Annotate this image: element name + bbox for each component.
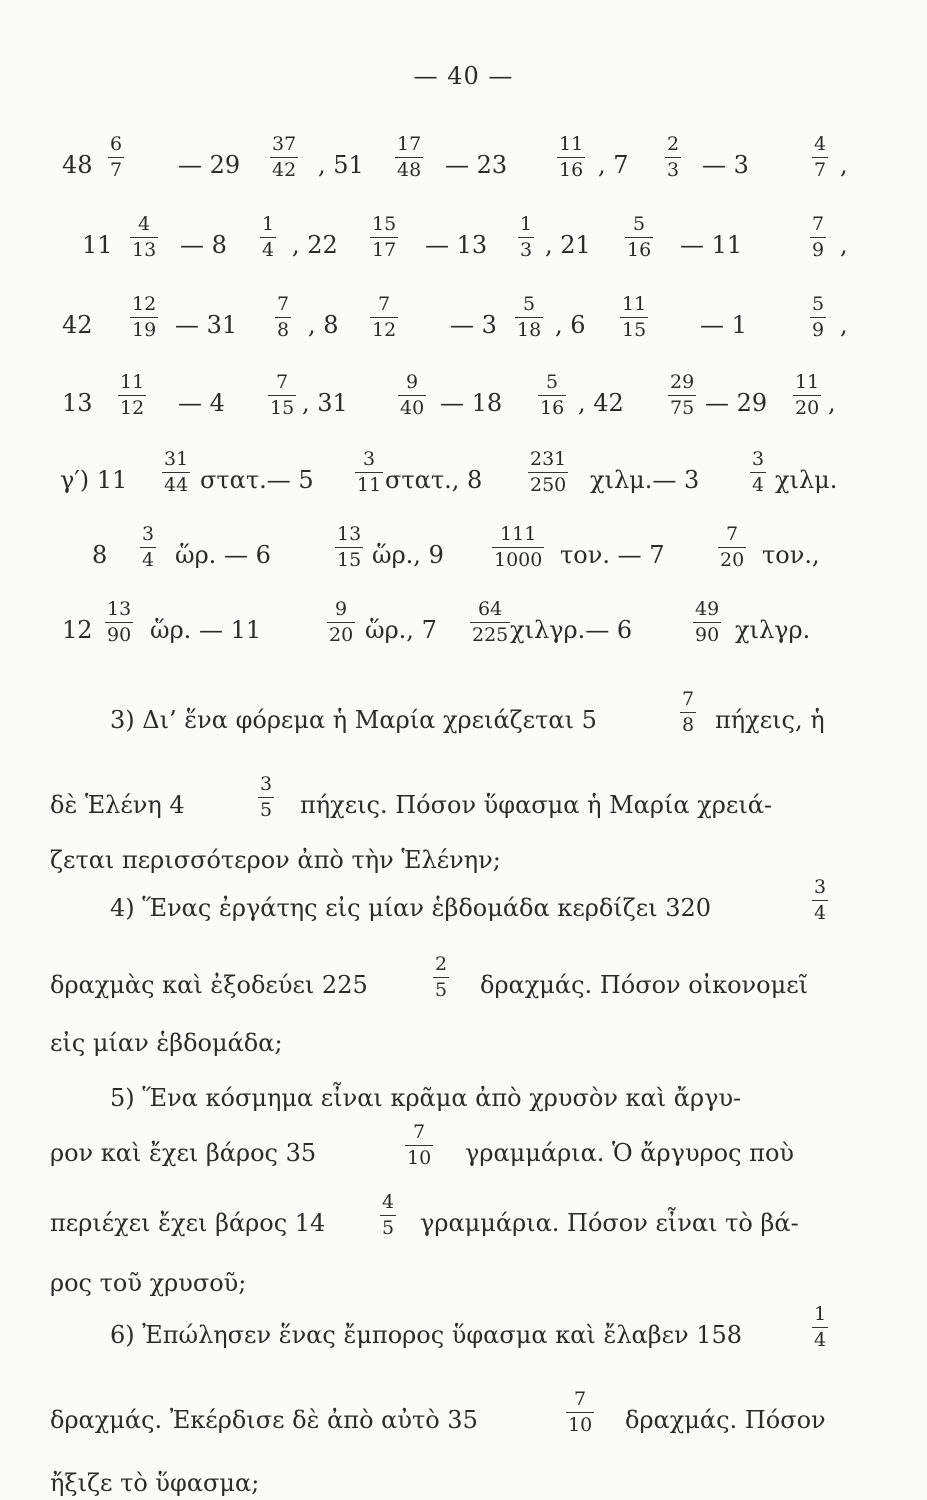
denominator: 7 — [110, 159, 123, 181]
fraction — [680, 690, 696, 735]
numerator: 7 — [682, 688, 695, 710]
fraction — [370, 215, 398, 260]
expression-text: , 6 — [555, 311, 586, 339]
fraction — [566, 1390, 594, 1435]
numerator: 31 — [164, 448, 189, 470]
numerator: 7 — [277, 293, 290, 315]
fraction — [130, 215, 158, 260]
denominator: 225 — [472, 624, 509, 646]
fraction — [812, 1305, 828, 1350]
numerator: 11 — [120, 371, 145, 393]
fraction — [518, 215, 534, 260]
numerator: 111 — [500, 523, 537, 545]
expression-text: ὥρ. — 11 — [150, 616, 262, 644]
numerator: 5 — [546, 371, 559, 393]
fraction — [268, 373, 296, 418]
expression-text: τον., — [762, 541, 820, 569]
fraction — [130, 295, 158, 340]
numerator: 4 — [382, 1191, 395, 1213]
numerator: 4 — [138, 213, 151, 235]
whole-number: 13 — [62, 389, 93, 417]
fraction — [750, 450, 766, 495]
fraction — [812, 878, 828, 923]
denominator: 5 — [260, 799, 273, 821]
numerator: 9 — [406, 371, 419, 393]
numerator: 17 — [397, 133, 422, 155]
expression-text: χιλμ.— 3 — [590, 466, 700, 494]
denominator: 11 — [357, 474, 382, 496]
fraction — [260, 215, 276, 260]
fraction — [718, 525, 746, 570]
fraction — [810, 215, 826, 260]
expression-text: ὥρ., 7 — [365, 616, 437, 644]
problem-text: γραμμάρια. Πόσον εἶναι τὸ βά- — [420, 1209, 799, 1237]
fraction — [515, 295, 543, 340]
numerator: 1 — [262, 213, 275, 235]
numerator: 7 — [413, 1121, 426, 1143]
denominator: 5 — [435, 979, 448, 1001]
fraction — [108, 135, 124, 180]
problem-text: 6) Ἐπώλησεν ἕνας ἔμπορος ὕφασμα καὶ ἔλαβεν 158 — [110, 1321, 743, 1349]
expression-text: , 42 — [578, 389, 624, 417]
expression-text: , 22 — [292, 231, 338, 259]
denominator: 250 — [530, 474, 567, 496]
fraction — [335, 525, 363, 570]
fraction — [793, 373, 821, 418]
expression-text: — 4 — [178, 389, 225, 417]
numerator: 11 — [795, 371, 820, 393]
fraction — [275, 295, 291, 340]
fraction — [105, 600, 133, 645]
expression-text: χιλγρ.— 6 — [510, 616, 633, 644]
problem-text: πήχεις. Πόσον ὕφασμα ἡ Μαρία χρειά- — [300, 791, 773, 819]
denominator: 16 — [559, 159, 584, 181]
fraction — [162, 450, 190, 495]
expression-text: — 3 — [702, 151, 749, 179]
numerator: 7 — [574, 1388, 587, 1410]
whole-number: 42 — [62, 311, 93, 339]
fraction — [538, 373, 566, 418]
expression-text: , — [840, 231, 848, 259]
expression-text: χιλγρ. — [735, 616, 811, 644]
numerator: 15 — [372, 213, 397, 235]
denominator: 10 — [568, 1414, 593, 1436]
denominator: 16 — [627, 239, 652, 261]
fraction — [470, 600, 510, 645]
whole-number: 48 — [62, 151, 93, 179]
numerator: 231 — [530, 448, 567, 470]
expression-text: — 31 — [175, 311, 238, 339]
expression-text: — 1 — [700, 311, 747, 339]
denominator: 90 — [107, 624, 132, 646]
expression-text: , 8 — [308, 311, 339, 339]
numerator: 13 — [337, 523, 362, 545]
fraction — [810, 295, 826, 340]
numerator: 64 — [478, 598, 503, 620]
denominator: 4 — [752, 474, 765, 496]
denominator: 8 — [277, 319, 290, 341]
numerator: 3 — [752, 448, 765, 470]
expression-text: , 31 — [302, 389, 348, 417]
whole-number: 11 — [82, 231, 113, 259]
fraction — [270, 135, 298, 180]
denominator: 10 — [407, 1147, 432, 1169]
problem-text: δὲ Ἑλένη 4 — [50, 791, 185, 819]
fraction — [395, 135, 423, 180]
numerator: 7 — [378, 293, 391, 315]
expression-text: , — [840, 151, 848, 179]
numerator: 7 — [276, 371, 289, 393]
problem-text: πήχεις, ἡ — [715, 706, 825, 734]
denominator: 3 — [667, 159, 680, 181]
problem-text: περιέχει ἔχει βάρος 14 — [50, 1209, 326, 1237]
fraction — [528, 450, 568, 495]
denominator: 15 — [622, 319, 647, 341]
page-number: — 40 — — [413, 62, 514, 90]
expression-text: στατ.— 5 — [200, 466, 314, 494]
numerator: 3 — [814, 876, 827, 898]
fraction — [557, 135, 585, 180]
problem-text: ἤξιζε τὸ ὕφασμα; — [50, 1469, 260, 1497]
problem-text: ρον καὶ ἔχει βάρος 35 — [50, 1139, 317, 1167]
denominator: 12 — [120, 397, 145, 419]
fraction — [812, 135, 828, 180]
expression-text: , 51 — [318, 151, 364, 179]
expression-text: — 18 — [440, 389, 503, 417]
problem-text: δραχμὰς καὶ ἐξοδεύει 225 — [50, 971, 368, 999]
denominator: 20 — [720, 549, 745, 571]
denominator: 42 — [272, 159, 297, 181]
numerator: 9 — [335, 598, 348, 620]
fraction — [118, 373, 146, 418]
problem-text: δραχμάς. Πόσον — [625, 1406, 826, 1434]
numerator: 5 — [523, 293, 536, 315]
fraction — [355, 450, 383, 495]
fraction — [620, 295, 648, 340]
denominator: 19 — [132, 319, 157, 341]
fraction — [492, 525, 544, 570]
problem-text: ρος τοῦ χρυσοῦ; — [50, 1269, 247, 1297]
expression-text: γ′) 11 — [60, 466, 128, 494]
fraction — [668, 373, 696, 418]
problem-text: 4) Ἕνας ἐργάτης εἰς μίαν ἑβδομάδα κερδίζει 320 — [110, 894, 712, 922]
numerator: 29 — [670, 371, 695, 393]
numerator: 6 — [110, 133, 123, 155]
denominator: 15 — [270, 397, 295, 419]
expression-text: — 23 — [445, 151, 508, 179]
fraction — [327, 600, 355, 645]
expression-text: στατ., 8 — [385, 466, 483, 494]
expression-text: , — [840, 311, 848, 339]
denominator: 4 — [814, 1329, 827, 1351]
expression-text: — 13 — [425, 231, 488, 259]
numerator: 37 — [272, 133, 297, 155]
expression-text: , 21 — [545, 231, 591, 259]
numerator: 3 — [363, 448, 376, 470]
fraction — [370, 295, 398, 340]
denominator: 12 — [372, 319, 397, 341]
fraction — [405, 1123, 433, 1168]
problem-text: δραχμάς. Ἐκέρδισε δὲ ἀπὸ αὐτὸ 35 — [50, 1406, 478, 1434]
fraction — [380, 1193, 396, 1238]
fraction — [625, 215, 653, 260]
denominator: 17 — [372, 239, 397, 261]
problem-text: 5) Ἕνα κόσμημα εἶναι κρᾶμα ἀπὸ χρυσὸν καὶ ἄργυ- — [110, 1084, 742, 1112]
expression-text: ὥρ., 9 — [372, 541, 444, 569]
expression-text: — 29 — [178, 151, 241, 179]
expression-text: — 11 — [680, 231, 743, 259]
denominator: 9 — [812, 319, 825, 341]
expression-text: 12 — [62, 616, 93, 644]
denominator: 8 — [682, 714, 695, 736]
numerator: 3 — [260, 773, 273, 795]
fraction — [398, 373, 426, 418]
denominator: 5 — [382, 1217, 395, 1239]
denominator: 7 — [814, 159, 827, 181]
numerator: 3 — [142, 523, 155, 545]
expression-text: ὥρ. — 6 — [175, 541, 271, 569]
numerator: 12 — [132, 293, 157, 315]
denominator: 48 — [397, 159, 422, 181]
expression-text: τον. — 7 — [560, 541, 665, 569]
numerator: 2 — [435, 953, 448, 975]
numerator: 4 — [814, 133, 827, 155]
numerator: 1 — [520, 213, 533, 235]
numerator: 11 — [622, 293, 647, 315]
denominator: 18 — [517, 319, 542, 341]
fraction — [258, 775, 274, 820]
denominator: 90 — [695, 624, 720, 646]
fraction — [140, 525, 156, 570]
numerator: 49 — [695, 598, 720, 620]
problem-text: ζεται περισσότερον ἀπὸ τὴν Ἑλένην; — [50, 846, 501, 874]
expression-text: 8 — [92, 541, 108, 569]
problem-text: 3) Δι’ ἕνα φόρεμα ἡ Μαρία χρειάζεται 5 — [110, 706, 597, 734]
fraction — [693, 600, 721, 645]
expression-text: — 3 — [450, 311, 497, 339]
denominator: 44 — [164, 474, 189, 496]
denominator: 15 — [337, 549, 362, 571]
fraction — [433, 955, 449, 1000]
denominator: 4 — [814, 902, 827, 924]
fraction — [665, 135, 681, 180]
expression-text: — 8 — [180, 231, 227, 259]
numerator: 7 — [726, 523, 739, 545]
expression-text: , — [828, 389, 836, 417]
denominator: 3 — [520, 239, 533, 261]
expression-text: χιλμ. — [775, 466, 838, 494]
expression-text: , 7 — [598, 151, 629, 179]
denominator: 1000 — [494, 549, 543, 571]
denominator: 20 — [329, 624, 354, 646]
numerator: 1 — [814, 1303, 827, 1325]
numerator: 11 — [559, 133, 584, 155]
denominator: 4 — [262, 239, 275, 261]
denominator: 20 — [795, 397, 820, 419]
denominator: 4 — [142, 549, 155, 571]
numerator: 5 — [633, 213, 646, 235]
denominator: 13 — [132, 239, 157, 261]
numerator: 7 — [812, 213, 825, 235]
numerator: 13 — [107, 598, 132, 620]
denominator: 9 — [812, 239, 825, 261]
denominator: 40 — [400, 397, 425, 419]
denominator: 75 — [670, 397, 695, 419]
numerator: 2 — [667, 133, 680, 155]
problem-text: γραμμάρια. Ὁ ἄργυρος ποὺ — [465, 1139, 794, 1167]
numerator: 5 — [812, 293, 825, 315]
expression-text: — 29 — [705, 389, 768, 417]
denominator: 16 — [540, 397, 565, 419]
problem-text: δραχμάς. Πόσον οἰκονομεῖ — [480, 971, 809, 999]
problem-text: εἰς μίαν ἑβδομάδα; — [50, 1029, 283, 1057]
